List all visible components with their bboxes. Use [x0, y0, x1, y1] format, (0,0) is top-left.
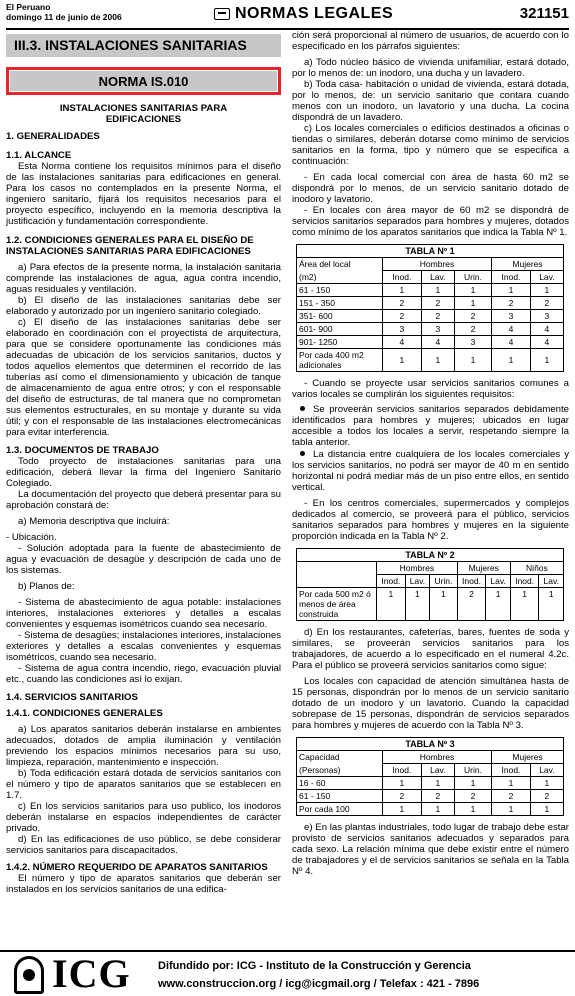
table-cell: 1 [383, 349, 422, 372]
page-number: 321151 [519, 5, 569, 22]
table-cell: 1 [421, 803, 454, 816]
document-title: INSTALACIONES SANITARIAS PARA EDIFICACIONES [59, 103, 228, 125]
heading-alcance: 1.1. ALCANCE [6, 150, 72, 161]
paragraph: - En locales con área mayor de 60 m2 se dispondrá de servicios sanitarios separados para hombres y mujeres, dotados como mínimo de los aparatos sanitarios que indica la Tabla Nº 1. [292, 205, 569, 238]
table-cell: 2 [457, 588, 486, 621]
column-header: Lav. [530, 271, 563, 284]
paragraph: - Sistema de desagües; instalaciones interiores, instalaciones exteriores y detalles a escalas convenientes y esquemas isométricos, cuando sea necesario. [6, 630, 281, 663]
table-cell: 4 [530, 336, 563, 349]
column-header: Lav. [486, 575, 511, 588]
norma-box [6, 67, 281, 95]
row-label: 601- 900 [297, 323, 383, 336]
table-cell: 2 [492, 790, 531, 803]
bullet-icon [300, 406, 305, 411]
section-label: NORMAS LEGALES [235, 5, 394, 22]
bullet-item [292, 404, 569, 448]
paragraph: d) En las edificaciones de uso público, se debe considerar servicios sanitarios para discapacitados. [6, 834, 281, 856]
column-header: Inod. [457, 575, 486, 588]
right-column [292, 30, 569, 877]
table-cell: 1 [539, 588, 564, 621]
paragraph: a) Todo núcleo básico de vivienda unifamiliar, estará dotado, por lo menos de: un inodoro, una ducha y un lavadero. [292, 57, 569, 79]
table-cell: 2 [421, 790, 454, 803]
heading-condiciones: 1.2. CONDICIONES GENERALES PARA EL DISEÑO DE INSTALACIONES SANITARIAS PARA EDIFICACIONES [6, 235, 254, 257]
row-label: 61 - 150 [297, 790, 383, 803]
table-cell: 2 [383, 297, 422, 310]
table-cell: 3 [454, 336, 491, 349]
column-header: Lav. [530, 764, 563, 777]
table-cell: 2 [454, 323, 491, 336]
paragraph: - En cada local comercial con área de hasta 60 m2 se dispondrá por lo menos, de un servicio sanitario dotado de inodoro y lavatorio. [292, 172, 569, 205]
bullet-icon [300, 451, 305, 456]
page-footer [0, 950, 575, 996]
table-cell: 4 [530, 323, 563, 336]
icg-logo-icon [14, 956, 44, 994]
column-header: Urin. [430, 575, 458, 588]
row-label: 16 - 60 [297, 777, 383, 790]
paragraph: c) En los servicios sanitarios para uso publico, los inodoros deberán instalarse en espacios independientes de carácter privado. [6, 801, 281, 834]
paragraph: d) En los restaurantes, cafeterías, bares, fuentes de soda y similares, se proveerán servicios sanitarios para los trabajadores, de acuerdo a lo especificado en el numeral 4.2c. Para el público se proveerá servicios sanitarios como sigue: [292, 627, 569, 671]
table-cell: 3 [421, 323, 454, 336]
heading-servicios: 1.4. SERVICIOS SANITARIOS [6, 692, 138, 703]
table-row [297, 336, 564, 349]
row-label: Por cada 400 m2 adicionales [297, 349, 383, 372]
table-cell: 1 [510, 588, 539, 621]
publication-date: domingo 11 de junio de 2006 [6, 12, 122, 22]
table-cell: 3 [530, 310, 563, 323]
paragraph: c) El diseño de las instalaciones sanitarias debe ser elaborado en coordinación con el proyectista de arquitectura, para que se considere oportunamente las condiciones más adecuadas de ubicación de los servicios sanitarios, ductos y todos aquellos elementos que determinen el recorrido de las tuberías así como el dimensionamiento y ubicación de tanque de almacenamiento de agua entre otros; y con el responsable del diseño de estructuras, de tal manera que no comprometan sus elementos estructurales, en su montaje y durante su vida útil; y con el responsable de las instalaciones electromecánicas para evitar interferencia. [6, 317, 281, 438]
column-header: Lav. [421, 764, 454, 777]
table-cell: 1 [530, 803, 563, 816]
table-cell: 1 [377, 588, 406, 621]
column-header: Inod. [492, 764, 531, 777]
heading-numero-aparatos: 1.4.2. NÚMERO REQUERIDO DE APARATOS SANITARIOS [6, 862, 268, 873]
row-label: Por cada 500 m2 ó menos de área construida [297, 588, 377, 621]
table-cell: 1 [492, 349, 531, 372]
bullet-item [292, 449, 569, 493]
table-cell: 1 [530, 349, 563, 372]
table-cell: 1 [454, 777, 491, 790]
section-title: III.3. INSTALACIONES SANITARIAS [6, 34, 281, 57]
table-3 [296, 737, 564, 816]
group-header: Niños [510, 562, 563, 575]
row-label: Por cada 100 [297, 803, 383, 816]
paragraph: b) Toda casa- habitación o unidad de vivienda, estará dotada, por lo menos, de: un servicio sanitario que contara cuando menos con un inodoro, un lavatorio y una ducha. La cocina dispondrá de un lavadero. [292, 79, 569, 123]
paragraph: - Sistema de abastecimiento de agua potable: instalaciones interiores, instalaciones exteriores y detalles a escalas convenientes y esquemas isométricos cuando sea necesario. [6, 597, 281, 630]
publication-name: El Peruano [6, 2, 51, 12]
table-title: TABLA Nº 1 [297, 245, 564, 258]
table-row [297, 349, 564, 372]
table-cell: 1 [454, 803, 491, 816]
column-header: Urin. [454, 271, 491, 284]
table-row [297, 790, 564, 803]
table-cell: 4 [492, 323, 531, 336]
table-cell: 2 [454, 790, 491, 803]
row-label: 61 - 150 [297, 284, 383, 297]
column-header: Urin. [454, 764, 491, 777]
row-label: 151 - 350 [297, 297, 383, 310]
row-label: 351- 600 [297, 310, 383, 323]
table-title: TABLA Nº 2 [297, 549, 564, 562]
column-header: Inod. [510, 575, 539, 588]
column-header: Inod. [383, 764, 422, 777]
group-header: Mujeres [492, 258, 564, 271]
group-header: Mujeres [492, 751, 564, 764]
group-header: Hombres [383, 258, 492, 271]
table-cell: 2 [383, 790, 422, 803]
column-header: Inod. [492, 271, 531, 284]
group-header: Hombres [377, 562, 458, 575]
table-cell: 2 [530, 790, 563, 803]
footer-contact: www.construccion.org / icg@icgmail.org / Telefax : 421 - 7896 [158, 978, 480, 990]
norma-title: NORMA IS.010 [10, 71, 277, 91]
table-cell: 4 [421, 336, 454, 349]
left-column [6, 34, 281, 895]
table-cell: 2 [492, 297, 531, 310]
paragraph: b) El diseño de las instalaciones sanitarias debe ser elaborado y autorizado por un ingeniero sanitario colegiado. [6, 295, 281, 317]
paragraph: El número y tipo de aparatos sanitarios que deberán ser instalados en los servicios sanitarios de una edifica- [6, 873, 281, 895]
heading-generalidades: 1. GENERALIDADES [6, 131, 100, 142]
column-header: Área del local [297, 258, 383, 271]
publication-info [6, 2, 122, 22]
paragraph: - Solución adoptada para la fuente de abastecimiento de agua y evacuación de desagüe y descripción de cada uno de los sistemas. [6, 543, 281, 576]
paragraph: b) Toda edificación estará dotada de servicios sanitarios con el número y tipo de aparatos sanitarios que se establecen en 1.7. [6, 768, 281, 801]
paragraph: a) Los aparatos sanitarios deberán instalarse en ambientes adecuados, dotados de amplia iluminación y ventilación previendo los espacios mínimos necesarios para su uso, limpieza, reparación, mantenimiento e inspección. [6, 724, 281, 768]
table-cell: 2 [421, 310, 454, 323]
bullet-text: Se proveerán servicios sanitarios separados debidamente identificados para hombres y mujeres; ubicados en lugar accesible a todos los locales a servir, respetando siempre la tabla anterior. [292, 404, 569, 448]
table-cell: 3 [492, 310, 531, 323]
column-header: Lav. [405, 575, 430, 588]
paragraph: La documentación del proyecto que deberá presentar para su aprobación constará de: [6, 489, 281, 511]
table-2 [296, 548, 564, 621]
table-cell: 1 [383, 777, 422, 790]
paragraph: - Ubicación. [6, 532, 57, 543]
table-cell: 2 [530, 297, 563, 310]
page-header [6, 0, 569, 30]
table-cell: 1 [492, 803, 531, 816]
table-cell: 4 [492, 336, 531, 349]
emblem-icon [214, 8, 230, 20]
column-header: Inod. [383, 271, 422, 284]
paragraph: Esta Norma contiene los requisitos mínimos para el diseño de las instalaciones sanitarias para edificaciones en general. Para los casos no contemplados en la presente Norma, el ingeniero sanitario, fijará los requisitos necesarios para el proyecto específico, incluyendo en la memoria descriptiva la justificación y fundamentación correspondiente. [6, 161, 281, 227]
corner-cell [297, 562, 377, 588]
column-header: Lav. [539, 575, 564, 588]
table-cell: 1 [486, 588, 511, 621]
paragraph: ción será proporcional al número de usuarios, de acuerdo con lo especificado en los párrafos siguientes: [292, 30, 569, 52]
table-cell: 1 [383, 284, 422, 297]
table-row [297, 803, 564, 816]
heading-condiciones-generales: 1.4.1. CONDICIONES GENERALES [6, 708, 163, 719]
column-header: (Personas) [297, 764, 383, 777]
table-cell: 1 [530, 777, 563, 790]
column-header: Capacidad [297, 751, 383, 764]
section-name [214, 5, 393, 23]
table-cell: 3 [383, 323, 422, 336]
table-cell: 1 [405, 588, 430, 621]
group-header: Mujeres [457, 562, 510, 575]
table-row [297, 310, 564, 323]
paragraph: Los locales con capacidad de atención simultánea hasta de 15 personas, dispondrán por lo menos de un servicio sanitario dotado de un inodoro y un lavatorio. Cuando la capacidad sobrepase de 15 personas, dispondrán de servicios separados para hombres y mujeres de acuerdo con la Tabla Nº 3. [292, 676, 569, 731]
table-cell: 1 [421, 284, 454, 297]
table-cell: 1 [492, 284, 531, 297]
footer-credit: Difundido por: ICG - Instituto de la Construcción y Gerencia [158, 960, 471, 972]
table-cell: 2 [383, 310, 422, 323]
table-row [297, 284, 564, 297]
paragraph: c) Los locales comerciales o edificios destinados a oficinas o tiendas o similares, deberán dotarse como mínimo de servicios sanitarios en la forma, tipo y número que se especifica a continuación: [292, 123, 569, 167]
paragraph: b) Planos de: [18, 581, 75, 592]
table-row [297, 297, 564, 310]
table-cell: 1 [383, 803, 422, 816]
heading-documentos: 1.3. DOCUMENTOS DE TRABAJO [6, 445, 159, 456]
column-header: (m2) [297, 271, 383, 284]
row-label: 901- 1250 [297, 336, 383, 349]
table-cell: 1 [492, 777, 531, 790]
table-cell: 1 [421, 777, 454, 790]
paragraph: e) En las plantas industriales, todo lugar de trabajo debe estar provisto de servicios sanitarios adecuados y separados para cada sexo. La relación mínima que debe existir entre el número de trabajadores y el de servicios sanitarios se señala en la Tabla Nº 4. [292, 822, 569, 877]
table-cell: 1 [430, 588, 458, 621]
table-row [297, 777, 564, 790]
paragraph: Todo proyecto de instalaciones sanitarias para una edificación, deberá llevar la firma del Ingeniero Sanitario Colegiado. [6, 456, 281, 489]
icg-logo-text: ICG [52, 951, 131, 996]
table-cell: 2 [421, 297, 454, 310]
table-cell: 1 [454, 297, 491, 310]
column-header: Lav. [421, 271, 454, 284]
table-1 [296, 244, 564, 372]
table-cell: 1 [421, 349, 454, 372]
paragraph: a) Memoria descriptiva que incluirá: [18, 516, 170, 527]
paragraph: - Sistema de agua contra incendio, riego, evacuación pluvial etc., cuando las condiciones así lo exijan. [6, 663, 281, 685]
paragraph: - En los centros comerciales, supermercados y complejos dedicados al comercio, se proveerá para el público, servicios sanitarios separados para hombres y mujeres en la siguiente proporción indicada en la Tabla Nº 2. [292, 498, 569, 542]
column-header: Inod. [377, 575, 406, 588]
table-cell: 1 [530, 284, 563, 297]
bullet-text: La distancia entre cualquiera de los locales comerciales y los servicios sanitarios, no podrá ser mayor de 40 m en sentido horizontal ni podrá mediar más de un piso entre ellos, en sentido vertical. [292, 449, 569, 493]
paragraph: a) Para efectos de la presente norma, la instalación sanitaria comprende las instalaciones de agua, agua contra incendio, aguas residuales y ventilación. [6, 262, 281, 295]
table-cell: 2 [454, 310, 491, 323]
table-row [297, 588, 564, 621]
table-title: TABLA Nº 3 [297, 738, 564, 751]
table-row [297, 323, 564, 336]
paragraph: - Cuando se proyecte usar servicios sanitarios comunes a varios locales se cumplirán los siguientes requisitos: [292, 378, 569, 400]
table-cell: 1 [454, 349, 491, 372]
group-header: Hombres [383, 751, 492, 764]
table-cell: 4 [383, 336, 422, 349]
table-cell: 1 [454, 284, 491, 297]
